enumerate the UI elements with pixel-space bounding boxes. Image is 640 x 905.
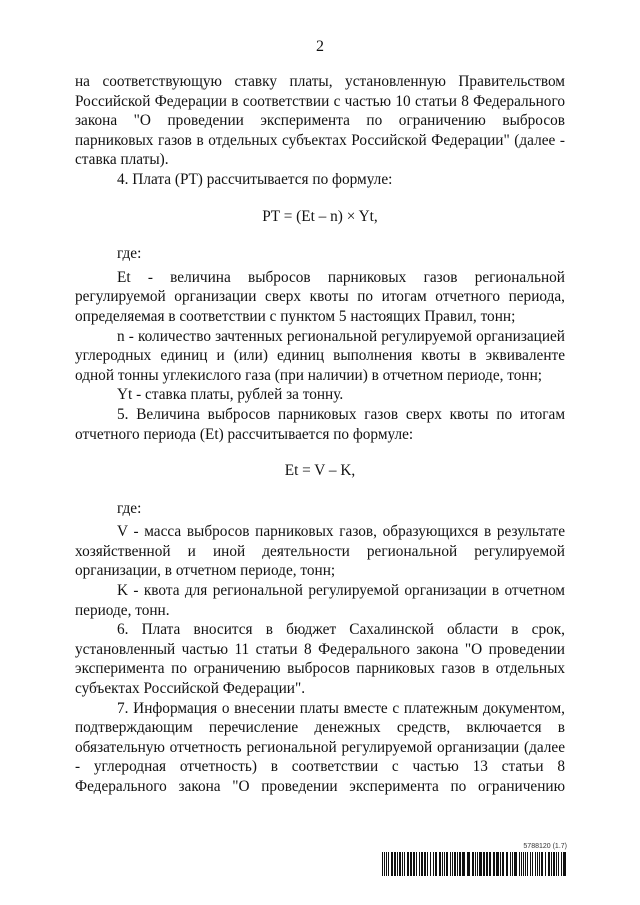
barcode-bar (394, 852, 396, 876)
barcode-bar (500, 852, 501, 876)
where-label-1: где: (117, 245, 142, 263)
barcode-image (382, 852, 567, 876)
document-body (75, 72, 565, 797)
barcode-bar (519, 852, 520, 876)
barcode-bar (477, 852, 478, 876)
barcode-bar (532, 852, 533, 876)
barcode-bar (435, 852, 437, 876)
page-number: 2 (316, 38, 324, 55)
barcode-bar (430, 852, 431, 876)
barcode-bar (421, 852, 423, 876)
barcode-bar (407, 852, 409, 876)
barcode-bar (439, 852, 441, 876)
barcode-bar (416, 852, 417, 876)
barcode-bar (512, 852, 513, 876)
barcode-label: 5788120 (1.7) (523, 843, 567, 850)
barcode-bar (397, 852, 398, 876)
barcode-bar (539, 852, 540, 876)
barcode-bar (502, 852, 504, 876)
paragraph-continued-rate: на соответствующую ставку платы, установленную Правительством Российской Федерации в соответствии с частью 10 статьи 8 Федерального закона "О проведении эксперимента по ограничению выбросов парниковых газов в отдельных субъектах Российской Федерации" (далее - ставка платы). (75, 73, 565, 169)
barcode-bar (475, 852, 476, 876)
definition-et: Et - величина выбросов парниковых газов региональной регулируемой организации сверх квоты по итогам отчетного периода, определяемая в соответствии с пунктом 5 настоящих Правил, тонн; (75, 268, 565, 325)
barcode-bar (514, 852, 517, 876)
barcode-bar (410, 852, 412, 876)
barcode-bar (419, 852, 420, 876)
barcode-bar (382, 852, 383, 876)
barcode-bar (545, 852, 546, 876)
paragraph-item-7: 7. Информация о внесении платы вместе с платежным документом, подтверждающим перечисление денежных средств, включается в обязательную отчетность региональной регулируемой организации (далее - углеродная отчетность) в соответствии с частью 13 статьи 8 Федерального закона "О проведении эксперимента по ограничению (75, 699, 565, 795)
barcode-bar (454, 852, 456, 876)
barcode-bar (525, 852, 526, 876)
definition-yt: Yt - ставка платы, рублей за тонну. (117, 386, 344, 404)
barcode-bar (483, 852, 485, 876)
barcode-bar (551, 852, 552, 876)
barcode-bar (442, 852, 443, 876)
barcode-bar (444, 852, 445, 876)
paragraph-item-5: 5. Величина выбросов парниковых газов сверх квоты по итогам отчетного периода (Et) рассчитывается по формуле: (75, 405, 565, 443)
barcode-bar (558, 852, 559, 876)
barcode-bar (563, 852, 566, 876)
barcode-bar (384, 852, 385, 876)
barcode-bar (523, 852, 524, 876)
barcode-bar (462, 852, 465, 876)
barcode-bar (424, 852, 426, 876)
barcode-bar (541, 852, 543, 876)
barcode-bar (457, 852, 458, 876)
paragraph-item-6: 6. Плата вносится в бюджет Сахалинской области в срок, установленный частью 11 статьи 8 Федерального закона "О проведении эксперимента по ограничению выбросов парниковых газов в отдельных субъектах Российской Федерации". (75, 621, 565, 698)
barcode-bar (402, 852, 403, 876)
barcode-bar (404, 852, 405, 876)
barcode-bar (427, 852, 428, 876)
barcode-bar (537, 852, 538, 876)
barcode-bar (450, 852, 451, 876)
barcode-bar (510, 852, 511, 876)
barcode-bar (489, 852, 491, 876)
barcode-bar (553, 852, 555, 876)
where-label-2: где: (117, 499, 142, 517)
barcode-bar (521, 852, 522, 876)
barcode-bar (479, 852, 482, 876)
barcode-bar (530, 852, 531, 876)
definition-n: n - количество зачтенных региональной регулируемой организацией углеродных единиц и (или) единиц выполнения квоты в эквиваленте одной тонны углекислого газа (при наличии) в отчетном периоде, тонн; (75, 327, 565, 384)
barcode-bar (467, 852, 470, 876)
barcode-bar (452, 852, 453, 876)
barcode-bar (486, 852, 488, 876)
formula-et: Et = V – K, (284, 462, 356, 480)
barcode-bar (433, 852, 434, 876)
barcode-bar (459, 852, 461, 876)
barcode-bar (496, 852, 499, 876)
barcode-bar (388, 852, 389, 876)
formula-pt: PT = (Et – n) × Yt, (262, 207, 378, 225)
barcode-bar (527, 852, 528, 876)
barcode-bar (446, 852, 448, 876)
barcode-bar (386, 852, 387, 876)
barcode-bar (556, 852, 557, 876)
barcode-bar (506, 852, 508, 876)
barcode-bar (548, 852, 550, 876)
barcode-bar (399, 852, 401, 876)
barcode-bar (561, 852, 562, 876)
barcode-block (382, 843, 567, 876)
barcode-bar (493, 852, 495, 876)
barcode-bar (413, 852, 415, 876)
barcode-bar (472, 852, 474, 876)
barcode-bar (391, 852, 393, 876)
definition-k: K - квота для региональной регулируемой организации в отчетном периоде, тонн. (75, 582, 565, 619)
barcode-bar (535, 852, 536, 876)
definition-v: V - масса выбросов парниковых газов, образующихся в результате хозяйственной и иной деятельности региональной регулируемой организации, в отчетном периоде, тонн; (75, 523, 565, 580)
paragraph-item-4: 4. Плата (PT) рассчитывается по формуле: (117, 170, 393, 188)
